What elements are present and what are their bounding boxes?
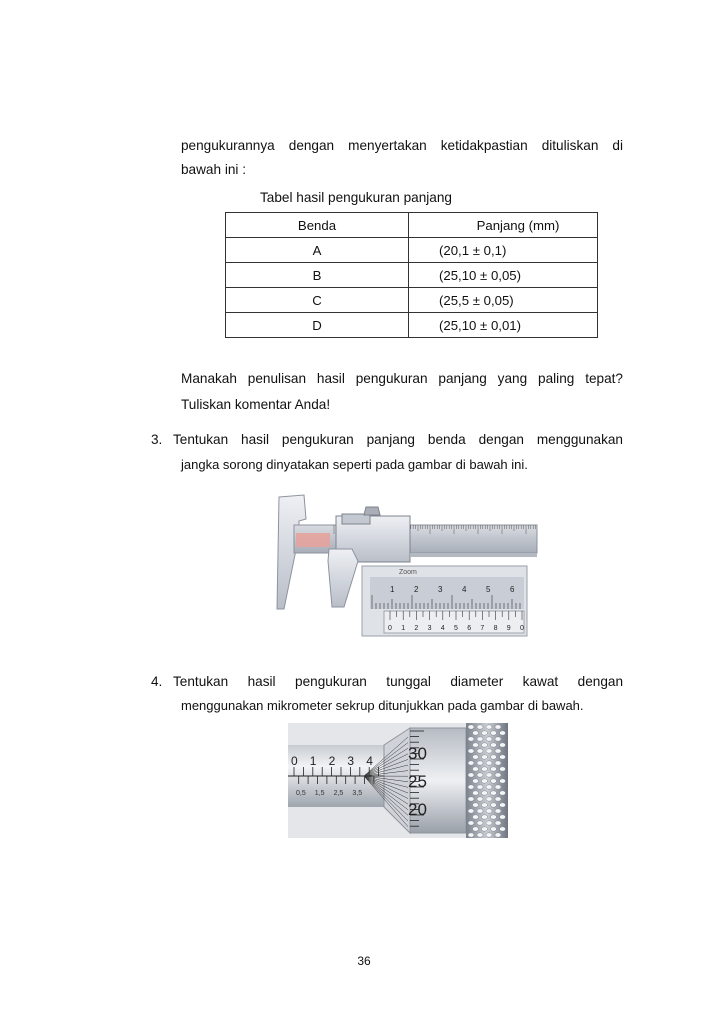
question-line-2: Tuliskan komentar Anda! — [181, 397, 331, 412]
zoom-vernier-number: 6 — [467, 625, 472, 632]
q4-line-2: menggunakan mikrometer sekrup ditunjukkan pada gambar di bawah. — [181, 698, 584, 713]
zoom-vernier-number: 0 — [520, 625, 524, 632]
sleeve-top-number: 3 — [347, 754, 355, 768]
table-row — [226, 263, 598, 288]
zoom-vernier-number: 1 — [401, 625, 406, 632]
zoom-label: Zoom — [399, 569, 417, 576]
q4-number: 4. — [151, 674, 163, 689]
zoom-main-number: 2 — [414, 585, 419, 594]
sleeve-bottom-number: 2,5 — [333, 790, 344, 797]
zoom-vernier-number: 7 — [480, 625, 485, 632]
zoom-main-number: 3 — [438, 585, 443, 594]
table-header-row — [226, 213, 598, 238]
zoom-main-number: 6 — [510, 585, 515, 594]
sleeve-bottom-number: 0,5 — [296, 790, 306, 797]
table-caption: Tabel hasil pengukuran panjang — [260, 190, 452, 205]
zoom-vernier-number: 5 — [454, 625, 458, 632]
cell-panjang: (25,10 ± 0,05) — [409, 263, 598, 288]
sleeve-bottom-number: 3,5 — [352, 790, 363, 797]
sleeve-bottom-number: 1,5 — [314, 790, 325, 797]
header-panjang: Panjang (mm) — [409, 213, 598, 238]
cell-panjang: (25,10 ± 0,01) — [409, 313, 598, 338]
zoom-vernier-number: 4 — [440, 625, 445, 632]
thumb-screw — [364, 507, 380, 515]
table-row — [226, 313, 598, 338]
page-number: 36 — [357, 954, 371, 968]
cell-benda: A — [226, 238, 409, 263]
thimble-number: 30 — [408, 744, 427, 763]
depth-rod — [410, 553, 537, 557]
header-benda: Benda — [226, 213, 409, 238]
intro-line-1: pengukurannya dengan menyertakan ketidakpastian dituliskan di — [181, 138, 623, 153]
cell-panjang: (25,5 ± 0,05) — [409, 288, 598, 313]
micrometer-figure — [288, 723, 508, 838]
zoom-vernier-number: 9 — [506, 625, 511, 632]
q4-line-1: Tentukan hasil pengukuran tunggal diameter kawat dengan — [173, 674, 623, 689]
question-line-1: Manakah penulisan hasil pengukuran panjang yang paling tepat? — [181, 371, 623, 386]
intro-line-2: bawah ini : — [181, 162, 246, 177]
zoom-vernier-number: 0 — [388, 625, 392, 632]
table-row — [226, 288, 598, 313]
zoom-main-number: 5 — [486, 585, 491, 594]
zoom-main-number: 1 — [390, 585, 395, 594]
zoom-main-number: 4 — [462, 585, 467, 594]
cell-benda: D — [226, 313, 409, 338]
cell-panjang: (20,1 ± 0,1) — [409, 238, 598, 263]
thimble-number: 20 — [408, 800, 427, 819]
sleeve-top-number: 1 — [309, 754, 317, 768]
object-mark — [296, 533, 330, 547]
results-table — [225, 212, 598, 338]
sleeve-top-number: 0 — [291, 754, 298, 768]
q3-line-2: jangka sorong dinyatakan seperti pada gambar di bawah ini. — [181, 457, 528, 472]
zoom-vernier-number: 2 — [414, 625, 419, 632]
table-row — [226, 238, 598, 263]
q3-number: 3. — [151, 432, 163, 447]
zoom-vernier-number: 8 — [493, 625, 498, 632]
thimble-number: 25 — [408, 772, 427, 791]
vernier-caliper-figure — [274, 489, 539, 639]
cell-benda: B — [226, 263, 409, 288]
moving-jaw — [328, 549, 358, 607]
cell-benda: C — [226, 288, 409, 313]
zoom-vernier-number: 3 — [427, 625, 432, 632]
thimble-numbers — [408, 744, 427, 819]
sleeve-top-number: 4 — [366, 754, 373, 768]
q3-line-1: Tentukan hasil pengukuran panjang benda dengan menggunakan — [173, 432, 623, 447]
sleeve-top-number: 2 — [328, 754, 336, 768]
